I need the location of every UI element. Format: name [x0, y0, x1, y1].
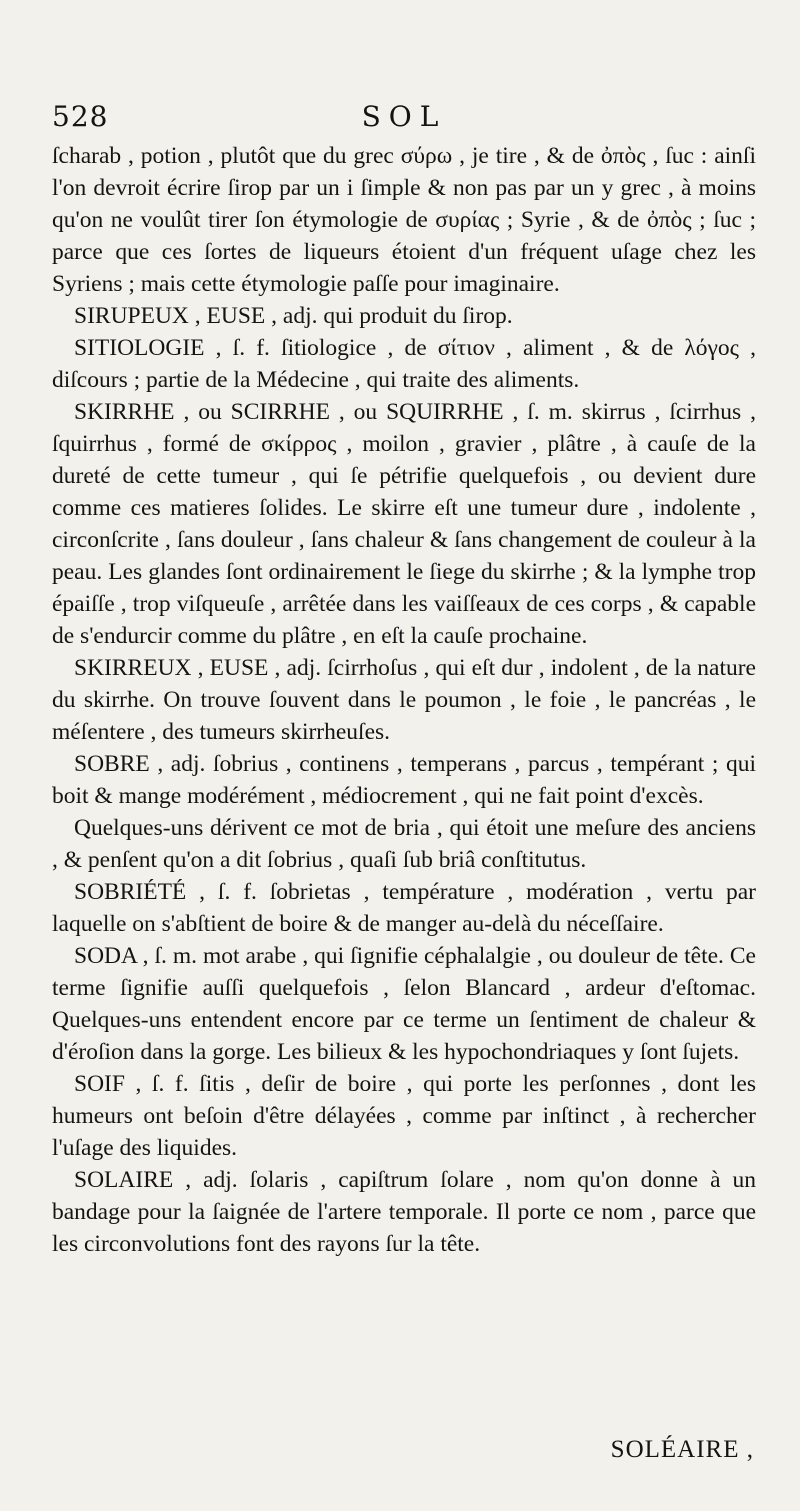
- entry-solaire: SOLAIRE , adj. ſolaris , capiſtrum ſolare , nom qu'on donne à un bandage pour la ſaignée de l'artere temporale. Il porte ce nom , parce que les circonvolutions font des rayons ſur la tête.: [52, 1167, 756, 1257]
- entry-sobre: SOBRE , adj. ſobrius , continens , temperans , parcus , tempérant ; qui boit & mange modérément , médiocrement , qui ne fait point d'excès.: [52, 751, 756, 809]
- entry-sobre-etymology: Quelques-uns dérivent ce mot de bria , qui étoit une meſure des anciens , & penſent qu'on a dit ſobrius , quaſi ſub briâ conſtitutus.: [52, 815, 756, 873]
- catchword: SOLÉAIRE ,: [610, 1436, 754, 1463]
- running-head: [52, 100, 756, 140]
- entry-sirupeux: SIRUPEUX , EUSE , adj. qui produit du ſirop.: [74, 303, 513, 329]
- running-head-title: SOL: [361, 100, 447, 133]
- entry-soif: SOIF , ſ. f. ſitis , deſir de boire , qui porte les perſonnes , dont les humeurs ont beſoin d'être délayées , comme par inſtinct , à rechercher l'uſage des liquides.: [52, 1071, 756, 1161]
- entry-sitiologie: SITIOLOGIE , ſ. f. ſitiologice , de σίτιον , aliment , & de λόγος , diſcours ; partie de la Médecine , qui traite des aliments.: [52, 335, 756, 393]
- dictionary-text: [52, 140, 756, 1260]
- entry-sirop-continued: ſcharab , potion , plutôt que du grec σύρω , je tire , & de ὀπὸς , ſuc : ainſi l'on devroit écrire ſirop par un i ſimple & non pas par un y grec , à moins qu'on ne voulût tirer ſon étymologie de συρίας ; Syrie , & de ὀπὸς ; ſuc ; parce que ces ſortes de liqueurs étoient d'un fréquent uſage chez les Syriens ; mais cette étymologie paſſe pour imaginaire.: [52, 143, 756, 297]
- entry-skirreux: SKIRREUX , EUSE , adj. ſcirrhoſus , qui eſt dur , indolent , de la nature du skirrhe. On trouve ſouvent dans le poumon , le foie , le pancréas , le méſentere , des tumeurs skirrheuſes.: [52, 655, 756, 745]
- entry-skirrhe: SKIRRHE , ou SCIRRHE , ou SQUIRRHE , ſ. m. skirrus , ſcirrhus , ſquirrhus , formé de σκίρρος , moilon , gravier , plâtre , à cauſe de la dureté de cette tumeur , qui ſe pétrifie quelquefois , ou devient dure comme ces matieres ſolides. Le skirre eſt une tumeur dure , indolente , circonſcrite , ſans douleur , ſans chaleur & ſans changement de couleur à la peau. Les glandes ſont ordinairement le ſiege du skirrhe ; & la lymphe trop épaiſſe , trop viſqueuſe , arrêtée dans les vaiſſeaux de ces corps , & capable de s'endurcir comme du plâtre , en eſt la cauſe prochaine.: [52, 399, 756, 649]
- page-number: 528: [52, 100, 109, 133]
- entry-sobriete: SOBRIÉTÉ , ſ. f. ſobrietas , température , modération , vertu par laquelle on s'abſtient de boire & de manger au-delà du néceſſaire.: [52, 879, 756, 937]
- entry-soda: SODA , ſ. m. mot arabe , qui ſignifie céphalalgie , ou douleur de tête. Ce terme ſignifie auſſi quelquefois , ſelon Blancard , ardeur d'eſtomac. Quelques-uns entendent encore par ce terme un ſentiment de chaleur & d'éroſion dans la gorge. Les bilieux & les hypochondriaques y ſont ſujets.: [52, 943, 756, 1065]
